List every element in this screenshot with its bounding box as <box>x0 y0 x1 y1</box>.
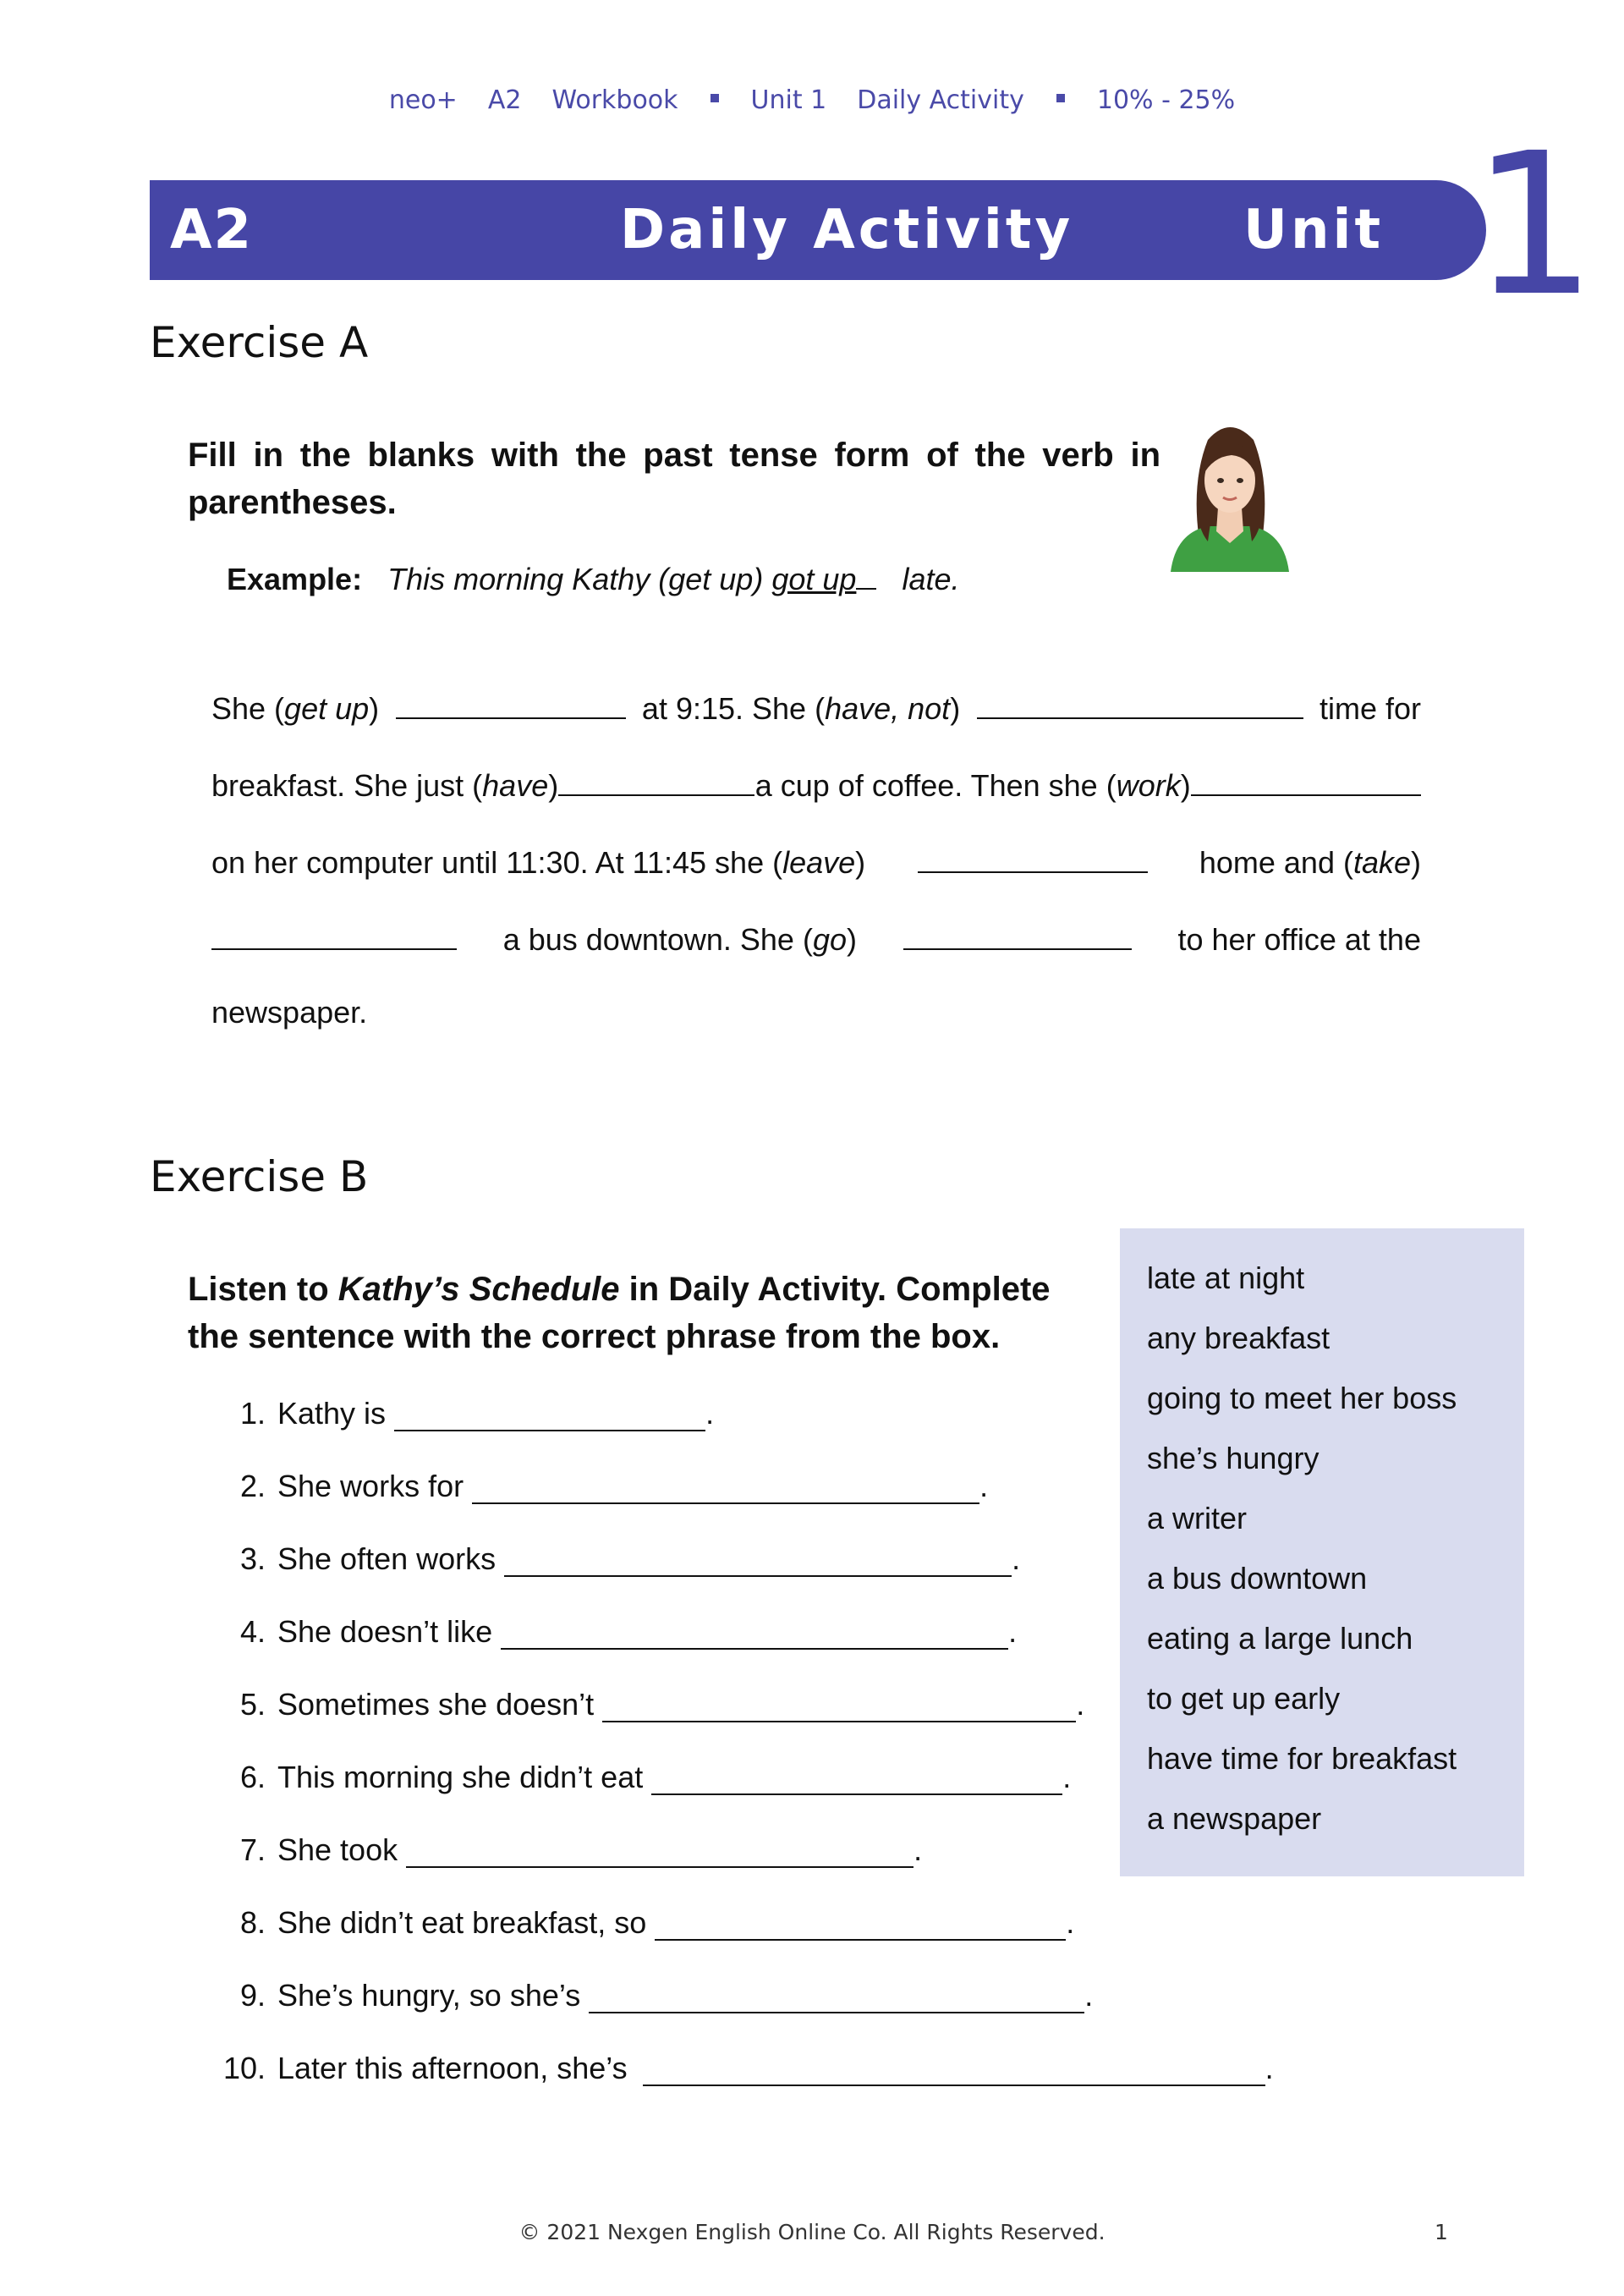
exercise-b-heading: Exercise B <box>150 1152 369 1201</box>
text: Listen to <box>188 1271 338 1308</box>
question-item: 4. She doesn’t like . <box>222 1614 1017 1650</box>
question-item: 8. She didn’t eat breakfast, so . <box>222 1905 1074 1941</box>
word-box <box>1120 1228 1524 1876</box>
example-answer: got up <box>771 562 857 596</box>
question-text: She often works <box>277 1541 497 1576</box>
question-item: 1. Kathy is . <box>222 1396 714 1431</box>
question-number: 4. <box>239 1614 266 1649</box>
question-text: She doesn’t like <box>277 1614 493 1649</box>
text: ) <box>950 691 961 726</box>
woman-avatar-icon <box>1166 406 1294 572</box>
unit-banner <box>150 180 1486 280</box>
blank-field[interactable] <box>396 687 626 719</box>
exercise-b-instruction <box>188 1266 1110 1360</box>
separator-square-icon <box>1056 94 1065 102</box>
text: time for <box>1319 691 1421 726</box>
verb: have <box>482 768 549 803</box>
question-item: 5. Sometimes she doesn’t . <box>222 1687 1084 1722</box>
blank-field[interactable] <box>558 764 754 796</box>
separator-square-icon <box>710 94 719 102</box>
word-box-item: to get up early <box>1147 1681 1341 1716</box>
text: in Daily Activity. Complete the sentence with the correct phrase from the box. <box>188 1271 1051 1355</box>
paragraph-line <box>211 995 1421 1037</box>
word-box-item: going to meet her boss <box>1147 1381 1457 1415</box>
footer-copyright: © 2021 Nexgen English Online Co. All Rights Reserved. <box>518 2220 1106 2244</box>
range-label: 10% - 25% <box>1096 85 1236 115</box>
answer-blank[interactable] <box>651 1763 1062 1795</box>
text: ) <box>369 691 380 726</box>
question-number: 9. <box>239 1978 266 2013</box>
word-box-item: eating a large lunch <box>1147 1621 1413 1656</box>
text: ) <box>1180 768 1191 803</box>
answer-blank[interactable] <box>655 1909 1066 1941</box>
answer-blank[interactable] <box>643 2054 1265 2086</box>
text: ) <box>847 922 857 957</box>
brand-label: neo+ <box>388 85 458 115</box>
verb: have, not <box>825 691 951 726</box>
exercise-a-example <box>227 562 960 597</box>
word-box-item: have time for breakfast <box>1147 1741 1457 1776</box>
paragraph-line <box>211 764 1421 806</box>
word-box-item: a bus downtown <box>1147 1561 1368 1596</box>
text: a cup of coffee. Then she ( <box>754 768 1116 803</box>
exercise-a-heading: Exercise A <box>150 318 369 367</box>
verb: work <box>1116 768 1181 803</box>
text: a bus downtown. She ( <box>502 922 813 957</box>
example-label: Example: <box>227 562 363 596</box>
book-label: Workbook <box>551 85 678 115</box>
text: ) <box>1411 845 1421 880</box>
answer-blank[interactable] <box>394 1399 705 1431</box>
question-number: 5. <box>239 1687 266 1722</box>
text: Kathy’s Schedule <box>337 1271 620 1308</box>
example-end: late. <box>902 562 960 596</box>
question-item: 3. She often works . <box>222 1541 1020 1577</box>
banner-title: Daily Activity <box>620 199 1074 261</box>
topic-label: Daily Activity <box>857 85 1024 115</box>
question-text: This morning she didn’t eat <box>277 1760 644 1794</box>
word-box-item: she’s hungry <box>1147 1441 1320 1475</box>
text: on her computer until 11:30. At 11:45 she ( <box>211 845 783 880</box>
question-text: She’s hungry, so she’s <box>277 1978 581 2013</box>
unit-label: Unit 1 <box>750 85 827 115</box>
unit-number: 1 <box>1472 111 1594 339</box>
blank-field[interactable] <box>918 841 1148 873</box>
question-item: 6. This morning she didn’t eat . <box>222 1760 1071 1795</box>
blank-field[interactable] <box>1191 764 1421 796</box>
question-text: Sometimes she doesn’t <box>277 1687 595 1722</box>
question-text: Later this afternoon, she’s <box>277 2051 628 2085</box>
text: ) <box>548 768 559 803</box>
question-item: 10. Later this afternoon, she’s . <box>222 2051 1274 2085</box>
question-number: 2. <box>239 1469 266 1503</box>
word-box-item: late at night <box>1147 1261 1305 1295</box>
paragraph-line <box>211 841 1421 883</box>
verb: get up <box>284 691 370 726</box>
example-text: This morning Kathy (get up) <box>387 562 764 596</box>
banner-level: A2 <box>170 199 254 261</box>
paragraph-line <box>211 918 1421 960</box>
answer-blank[interactable] <box>589 1981 1084 2013</box>
question-item: 9. She’s hungry, so she’s . <box>222 1978 1093 2013</box>
question-item: 2. She works for . <box>222 1469 988 1504</box>
blank-field[interactable] <box>977 687 1303 719</box>
question-number: 8. <box>239 1905 266 1940</box>
text: to her office at the <box>1177 922 1421 957</box>
answer-blank[interactable] <box>602 1690 1076 1722</box>
paragraph-line <box>211 687 1421 729</box>
verb: go <box>812 922 847 957</box>
text: at 9:15. She ( <box>641 691 826 726</box>
question-text: She took <box>277 1832 398 1867</box>
question-number: 6. <box>239 1760 266 1794</box>
word-box-item: a writer <box>1147 1501 1248 1535</box>
verb: take <box>1352 845 1411 880</box>
answer-blank[interactable] <box>406 1836 914 1868</box>
word-box-item: a newspaper <box>1147 1801 1322 1836</box>
text: newspaper. <box>211 995 368 1030</box>
question-text: Kathy is <box>277 1396 387 1431</box>
answer-blank[interactable] <box>472 1472 979 1504</box>
question-item: 7. She took . <box>222 1832 922 1868</box>
blank-field[interactable] <box>211 918 457 950</box>
blank-field[interactable] <box>903 918 1132 950</box>
banner-unit-label: Unit <box>1243 199 1385 261</box>
page-number: 1 <box>1435 2220 1448 2244</box>
word-box-item: any breakfast <box>1147 1321 1330 1355</box>
question-number: 7. <box>239 1832 266 1867</box>
text: ) <box>855 845 866 880</box>
level-label: A2 <box>487 85 522 115</box>
answer-blank[interactable] <box>504 1545 1012 1577</box>
answer-blank[interactable] <box>501 1618 1008 1650</box>
question-text: She didn’t eat breakfast, so <box>277 1905 647 1940</box>
question-number: 1. <box>239 1396 266 1431</box>
text: home and ( <box>1199 845 1353 880</box>
question-number: 3. <box>239 1541 266 1576</box>
question-number: 10. <box>222 2051 266 2085</box>
text: She ( <box>211 691 285 726</box>
header-breadcrumb <box>0 81 1624 118</box>
question-text: She works for <box>277 1469 464 1503</box>
verb: leave <box>782 845 856 880</box>
exercise-a-instruction: Fill in the blanks with the past tense form of the verb in parentheses. <box>188 437 1160 521</box>
text: breakfast. She just ( <box>211 768 483 803</box>
